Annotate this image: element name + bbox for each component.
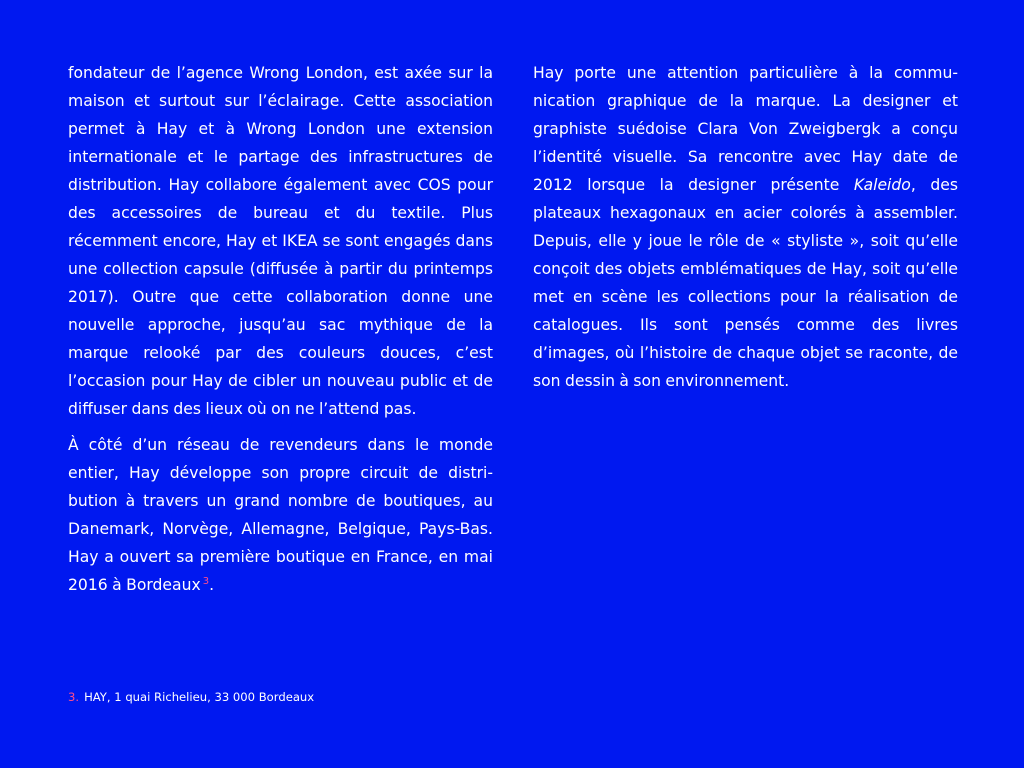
footnote bbox=[68, 688, 314, 706]
left-paragraph-2-end: . bbox=[209, 576, 215, 594]
footnote-number: 3. bbox=[68, 690, 80, 704]
right-paragraph-1 bbox=[533, 59, 958, 395]
left-paragraph-2-text: À côté d’un réseau de revendeurs dans le monde entier, Hay développe son propre circuit de distribution à travers un grand nombre de boutiques, au Danemark, Norvège, Allemagne, Belgique, Pays-Bas. Hay a ouvert sa première boutique en France, en mai 2016 à Bordeaux bbox=[68, 436, 493, 594]
left-column bbox=[68, 59, 493, 607]
footnote-text: HAY, 1 quai Richelieu, 33 000 Bordeaux bbox=[84, 690, 315, 704]
right-paragraph-1-end: , des plateaux hexagonaux en acier colorés à assembler. Depuis, elle y joue le rôle de « styliste », soit qu’elle conçoit des objets emblématiques de Hay, soit qu’elle met en scène les collections pour la réalisation de catalogues. Ils sont pensés comme des livres d’images, où l’histoire de chaque objet se raconte, de son dessin à son environnement. bbox=[533, 176, 959, 390]
left-paragraph-1: fondateur de l’agence Wrong London, est axée sur la maison et surtout sur l’éclairage. Cette association permet à Hay et à Wrong London une extension internationale et le partage des infrastructures de distribution. Hay collabore également avec COS pour des accessoires de bureau et du textile. Plus récemment encore, Hay et IKEA se sont engagés dans une collection capsule (diffusée à partir du printemps 2017). Outre que cette collaboration donne une nouvelle approche, jusqu’au sac mythique de la marque relooké par des couleurs douces, c’est l’occasion pour Hay de cibler un nouveau public et de diffuser dans des lieux où on ne l’attend pas. bbox=[68, 64, 493, 418]
right-paragraph-1-start: Hay porte une attention particulière à la communication graphique de la marque. La designer et graphiste suédoise Clara Von Zweigbergk a conçu l’identité visuelle. Sa rencontre avec Hay date de 2012 lorsque la designer présente bbox=[533, 64, 958, 194]
footnote-reference[interactable]: 3 bbox=[202, 576, 210, 587]
kaleido-title: Kaleido bbox=[853, 176, 911, 194]
right-column bbox=[533, 59, 958, 403]
left-paragraph-2 bbox=[68, 431, 493, 599]
